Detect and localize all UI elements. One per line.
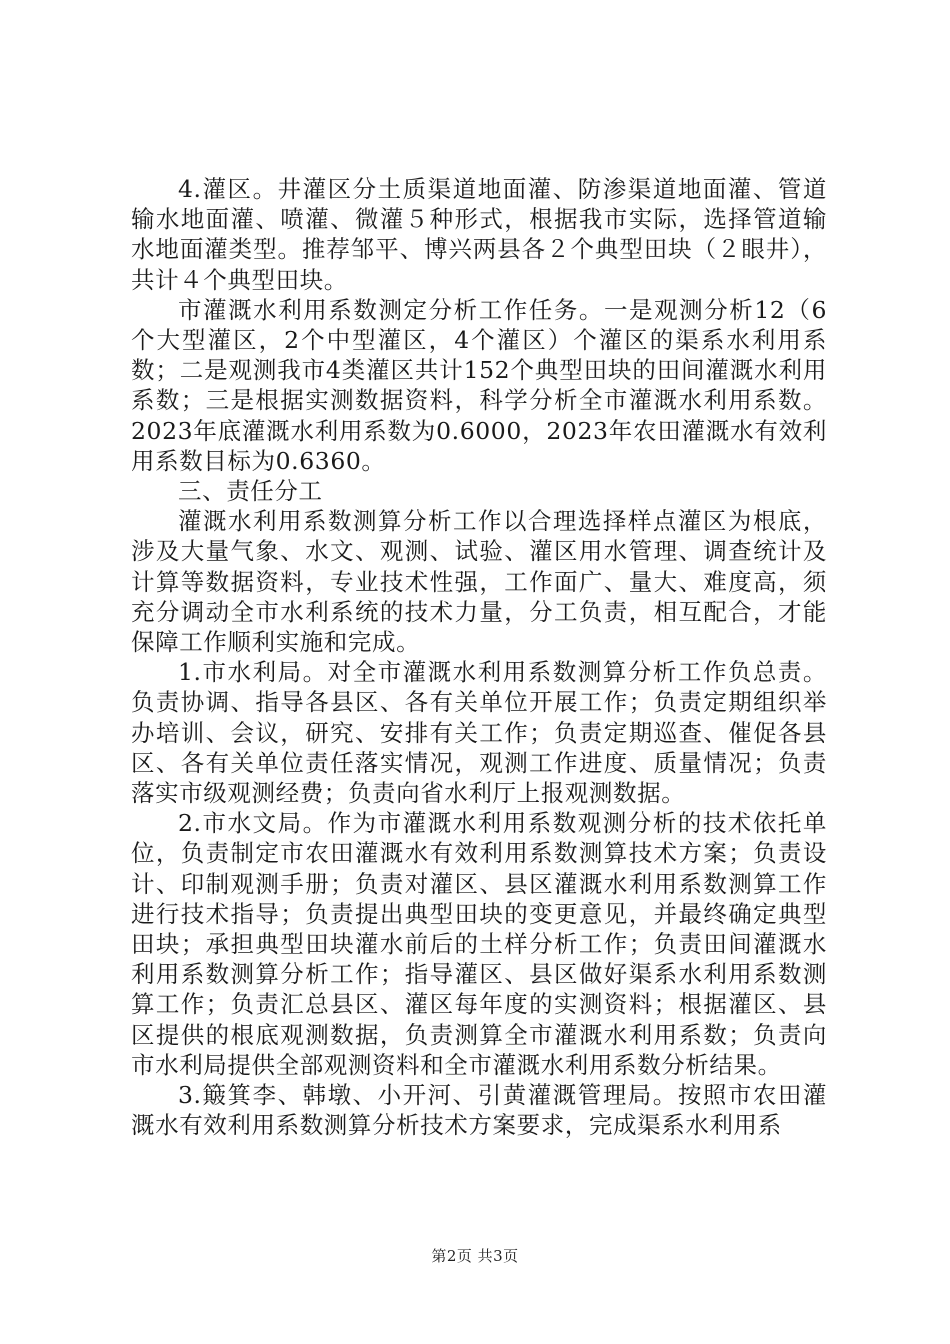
paragraph-measurement-tasks: 市灌溉水利用系数测定分析工作任务。一是观测分析12（6个大型灌区，2个中型灌区，4个灌区）个灌区的渠系水利用系数；二是观测我市4类灌区共计152个典型田块的田间灌溉水利用系数；三是根据实测数据资料，科学分析全市灌溉水利用系数。2023年底灌溉水利用系数为0.6000，2023年农田灌溉水有效利用系数目标为0.6360。 (131, 295, 827, 475)
section-heading-responsibilities: 三、责任分工 (178, 477, 323, 506)
document-body (131, 174, 827, 1141)
paragraph-water-resources-bureau: 1.市水利局。对全市灌溉水利用系数测算分析工作负总责。负责协调、指导各县区、各有关单位开展工作；负责定期组织举办培训、会议，研究、安排有关工作；负责定期巡查、催促各县区、各有关单位责任落实情况，观测工作进度、质量情况；负责落实市级观测经费；负责向省水利厅上报观测数据。 (131, 658, 827, 808)
paragraph-responsibility-overview: 灌溉水利用系数测算分析工作以合理选择样点灌区为根底，涉及大量气象、水文、观测、试验、灌区用水管理、调查统计及计算等数据资料，专业技术性强，工作面广、量大、难度高，须充分调动全市水利系统的技术力量，分工负责，相互配合，才能保障工作顺利实施和完成。 (131, 507, 827, 657)
paragraph-irrigation-management-bureaus: 3.簸箕李、韩墩、小开河、引黄灌溉管理局。按照市农田灌溉水有效利用系数测算分析技术方案要求，完成渠系水利用系 (131, 1081, 827, 1140)
paragraph-hydrology-bureau: 2.市水文局。作为市灌溉水利用系数观测分析的技术依托单位，负责制定市农田灌溉水有效利用系数测算技术方案；负责设计、印制观测手册；负责对灌区、县区灌溉水利用系数测算工作进行技术指导；负责提出典型田块的变更意见，并最终确定典型田块；承担典型田块灌水前后的土样分析工作；负责田间灌溉水利用系数测算分析工作；指导灌区、县区做好渠系水利用系数测算工作；负责汇总县区、灌区每年度的实测资料；根据灌区、县区提供的根底观测数据，负责测算全市灌溉水利用系数；负责向市水利局提供全部观测资料和全市灌溉水利用系数分析结果。 (131, 809, 827, 1079)
page-footer: 第2页 共3页 (431, 1247, 519, 1265)
paragraph-irrigation-area-type: 4.灌区。井灌区分土质渠道地面灌、防渗渠道地面灌、管道输水地面灌、喷灌、微灌５种形式，根据我市实际，选择管道输水地面灌类型。推荐邹平、博兴两县各２个典型田块（２眼井），共计４个典型田块。 (131, 175, 827, 294)
